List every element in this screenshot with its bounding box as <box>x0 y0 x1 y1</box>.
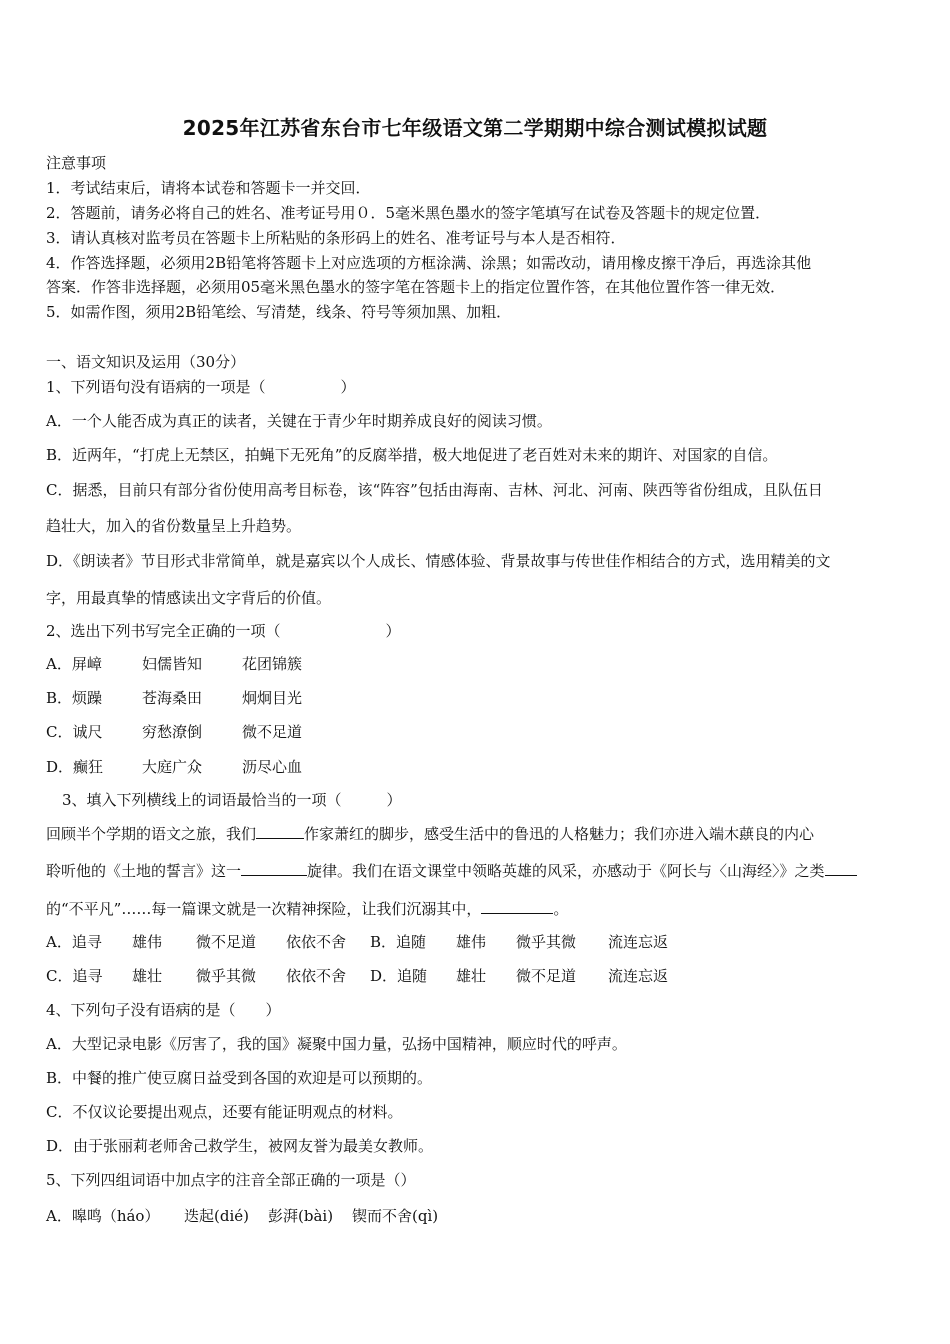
option-d-cont: 字，用最真挚的情感读出文字背后的价值。 <box>46 589 332 607</box>
option-d: D．癫狂 大庭广众 沥尽心血 <box>46 758 303 776</box>
option-a: A．大型记录电影《厉害了，我的国》凝聚中国力量，弘扬中国精神，顺应时代的呼声。 <box>46 1035 627 1053</box>
option-c-cont: 趋壮大，加入的省份数量呈上升趋势。 <box>46 517 302 535</box>
section-heading: 一、语文知识及运用（30分） <box>46 353 246 371</box>
notice-item: 2．答题前，请务必将自己的姓名、准考证号用０．5毫米黑色墨水的签字笔填写在试卷及答题卡的规定位置． <box>46 204 771 222</box>
question-stem: 3、填入下列横线上的词语最恰当的一项（ ） <box>62 791 402 809</box>
option-c: C．诚尺 穷愁潦倒 微不足道 <box>46 723 303 741</box>
option-c: C．不仅议论要提出观点，还要有能证明观点的材料。 <box>46 1103 403 1121</box>
notice-item: 4．作答选择题，必须用2B铅笔将答题卡上对应选项的方框涂满、涂黑；如需改动，请用橡皮擦干净后，再选涂其他 <box>46 254 812 272</box>
option-a: A．一个人能否成为真正的读者，关键在于青少年时期养成良好的阅读习惯。 <box>46 412 552 430</box>
notice-item: 答案．作答非选择题，必须用05毫米黑色墨水的签字笔在答题卡上的指定位置作答，在其他位置作答一律无效． <box>46 278 786 296</box>
blank-1 <box>256 826 304 839</box>
option-c: C．据悉，目前只有部分省份使用高考目标卷，该“阵容”包括由海南、吉林、河北、河南、陕西等省份组成，且队伍日 <box>46 481 823 499</box>
question-stem: 1、下列语句没有语病的一项是（ ） <box>46 378 356 396</box>
passage-line: 的“不平凡”……每一篇课文就是一次精神探险，让我们沉溺其中， 。 <box>46 900 569 918</box>
blank-3 <box>825 863 857 876</box>
question-stem: 5、下列四组词语中加点字的注音全部正确的一项是（） <box>46 1171 416 1189</box>
notice-item: 5．如需作图，须用2B铅笔绘、写清楚，线条、符号等须加黑、加粗． <box>46 303 512 321</box>
option-d: D．由于张丽莉老师舍己救学生，被网友誉为最美女教师。 <box>46 1137 434 1155</box>
option-a: A．屏嶂 妇儒皆知 花团锦簇 <box>46 655 303 673</box>
option-row: C．追寻 雄壮 微乎其微 依依不舍 D．追随 雄壮 微不足道 流连忘返 <box>46 967 669 985</box>
question-stem: 4、下列句子没有语病的是（ ） <box>46 1001 281 1019</box>
notice-item: 1．考试结束后，请将本试卷和答题卡一并交回． <box>46 179 371 197</box>
blank-2 <box>241 863 307 876</box>
passage-line: 回顾半个学期的语文之旅，我们 作家萧红的脚步，感受生活中的鲁迅的人格魅力；我们亦进入端木蕻良的内心 <box>46 825 815 843</box>
question-stem: 2、选出下列书写完全正确的一项（ ） <box>46 622 401 640</box>
option-b: B．近两年，“打虎上无禁区，拍蝇下无死角”的反腐举措，极大地促进了老百姓对未来的期许、对国家的自信。 <box>46 446 778 464</box>
notice-item: 3．请认真核对监考员在答题卡上所粘贴的条形码上的姓名、准考证号与本人是否相符． <box>46 229 626 247</box>
option-b: B．烦躁 苍海桑田 炯炯目光 <box>46 689 303 707</box>
option-row: A．追寻 雄伟 微不足道 依依不舍 B．追随 雄伟 微乎其微 流连忘返 <box>46 933 669 951</box>
option-d: D．《朗读者》节目形式非常简单，就是嘉宾以个人成长、情感体验、背景故事与传世佳作相结合的方式，选用精美的文 <box>46 552 831 570</box>
blank-4 <box>481 901 553 914</box>
passage-line: 聆听他的《土地的誓言》这一 旋律。我们在语文课堂中领略英雄的风采，亦感动于《阿长与〈山海经〉》之类 <box>46 860 857 881</box>
page-title: 2025年江苏省东台市七年级语文第二学期期中综合测试模拟试题 <box>182 116 768 140</box>
option-b: B．中餐的推广使豆腐日益受到各国的欢迎是可以预期的。 <box>46 1069 433 1087</box>
notice-heading: 注意事项 <box>46 154 107 172</box>
option-a: A．嗥鸣（háo） 迭起(dié) 彭湃(bài) 锲而不舍(qì) <box>46 1207 439 1225</box>
